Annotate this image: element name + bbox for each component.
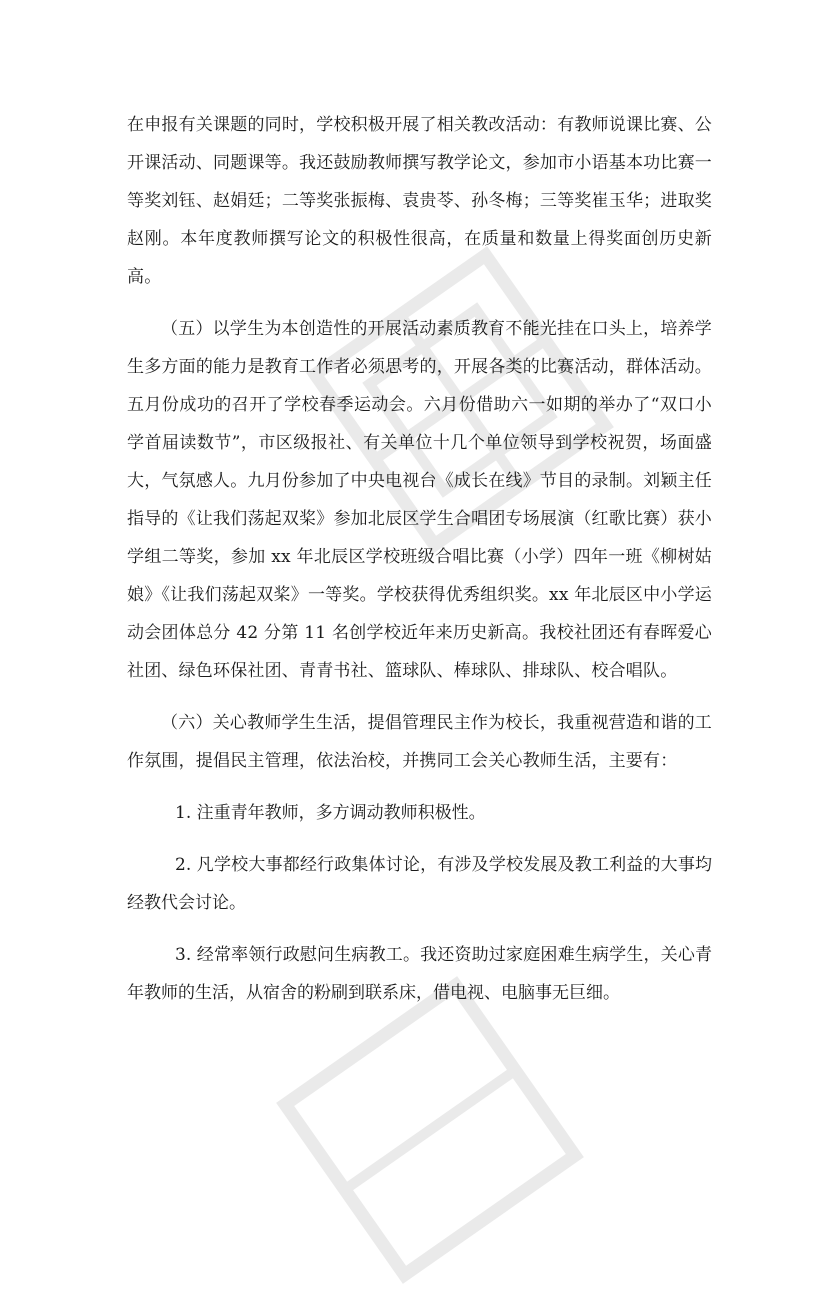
list-item-visiting-sick: 3. 经常率领行政慰问生病教工。我还资助过家庭困难生病学生，关心青年教师的生活，从宿舍的粉刷到联系床，借电视、电脑事无巨细。: [127, 945, 712, 1003]
paragraph-research-activities: 在申报有关课题的同时，学校积极开展了相关教改活动：有教师说课比赛、公开课活动、同题课等。我还鼓励教师撰写教学论文，参加市小语基本功比赛一等奖刘钰、赵娟廷；二等奖张振梅、袁贵苓、孙冬梅；三等奖崔玉华；进取奖赵刚。本年度教师撰写论文的积极性很高，在质量和数量上得奖面创历史新高。: [127, 115, 712, 287]
paragraph-student-activities: （五）以学生为本创造性的开展活动素质教育不能光挂在口头上，培养学生多方面的能力是教育工作者必须思考的，开展各类的比赛活动，群体活动。五月份成功的召开了学校春季运动会。六月份借助六一如期的举办了“双口小学首届读数节”，市区级报社、有关单位十几个单位领导到学校祝贺，场面盛大，气氛感人。九月份参加了中央电视台《成长在线》节目的录制。刘颖主任指导的《让我们荡起双桨》参加北辰区学生合唱团专场展演（红歌比赛）获小学组二等奖，参加 xx 年北辰区学校班级合唱比赛（小学）四年一班《柳树姑娘》《让我们荡起双桨》一等奖。学校获得优秀组织奖。xx 年北辰区中小学运动会团体总分 42 分第 11 名创学校近年来历史新高。我校社团还有春晖爱心社团、绿色环保社团、青青书社、篮球队、棒球队、排球队、校合唱队。: [127, 319, 712, 681]
document-body: [127, 106, 712, 1012]
list-item-young-teachers: 1. 注重青年教师，多方调动教师积极性。: [175, 803, 486, 823]
list-item-collective-discussion: 2. 凡学校大事都经行政集体讨论，有涉及学校发展及教工利益的大事均经教代会讨论。: [127, 855, 712, 913]
paragraph-teacher-care: （六）关心教师学生生活，提倡管理民主作为校长，我重视营造和谐的工作氛围，提倡民主管理，依法治校，并携同工会关心教师生活，主要有：: [127, 713, 712, 771]
